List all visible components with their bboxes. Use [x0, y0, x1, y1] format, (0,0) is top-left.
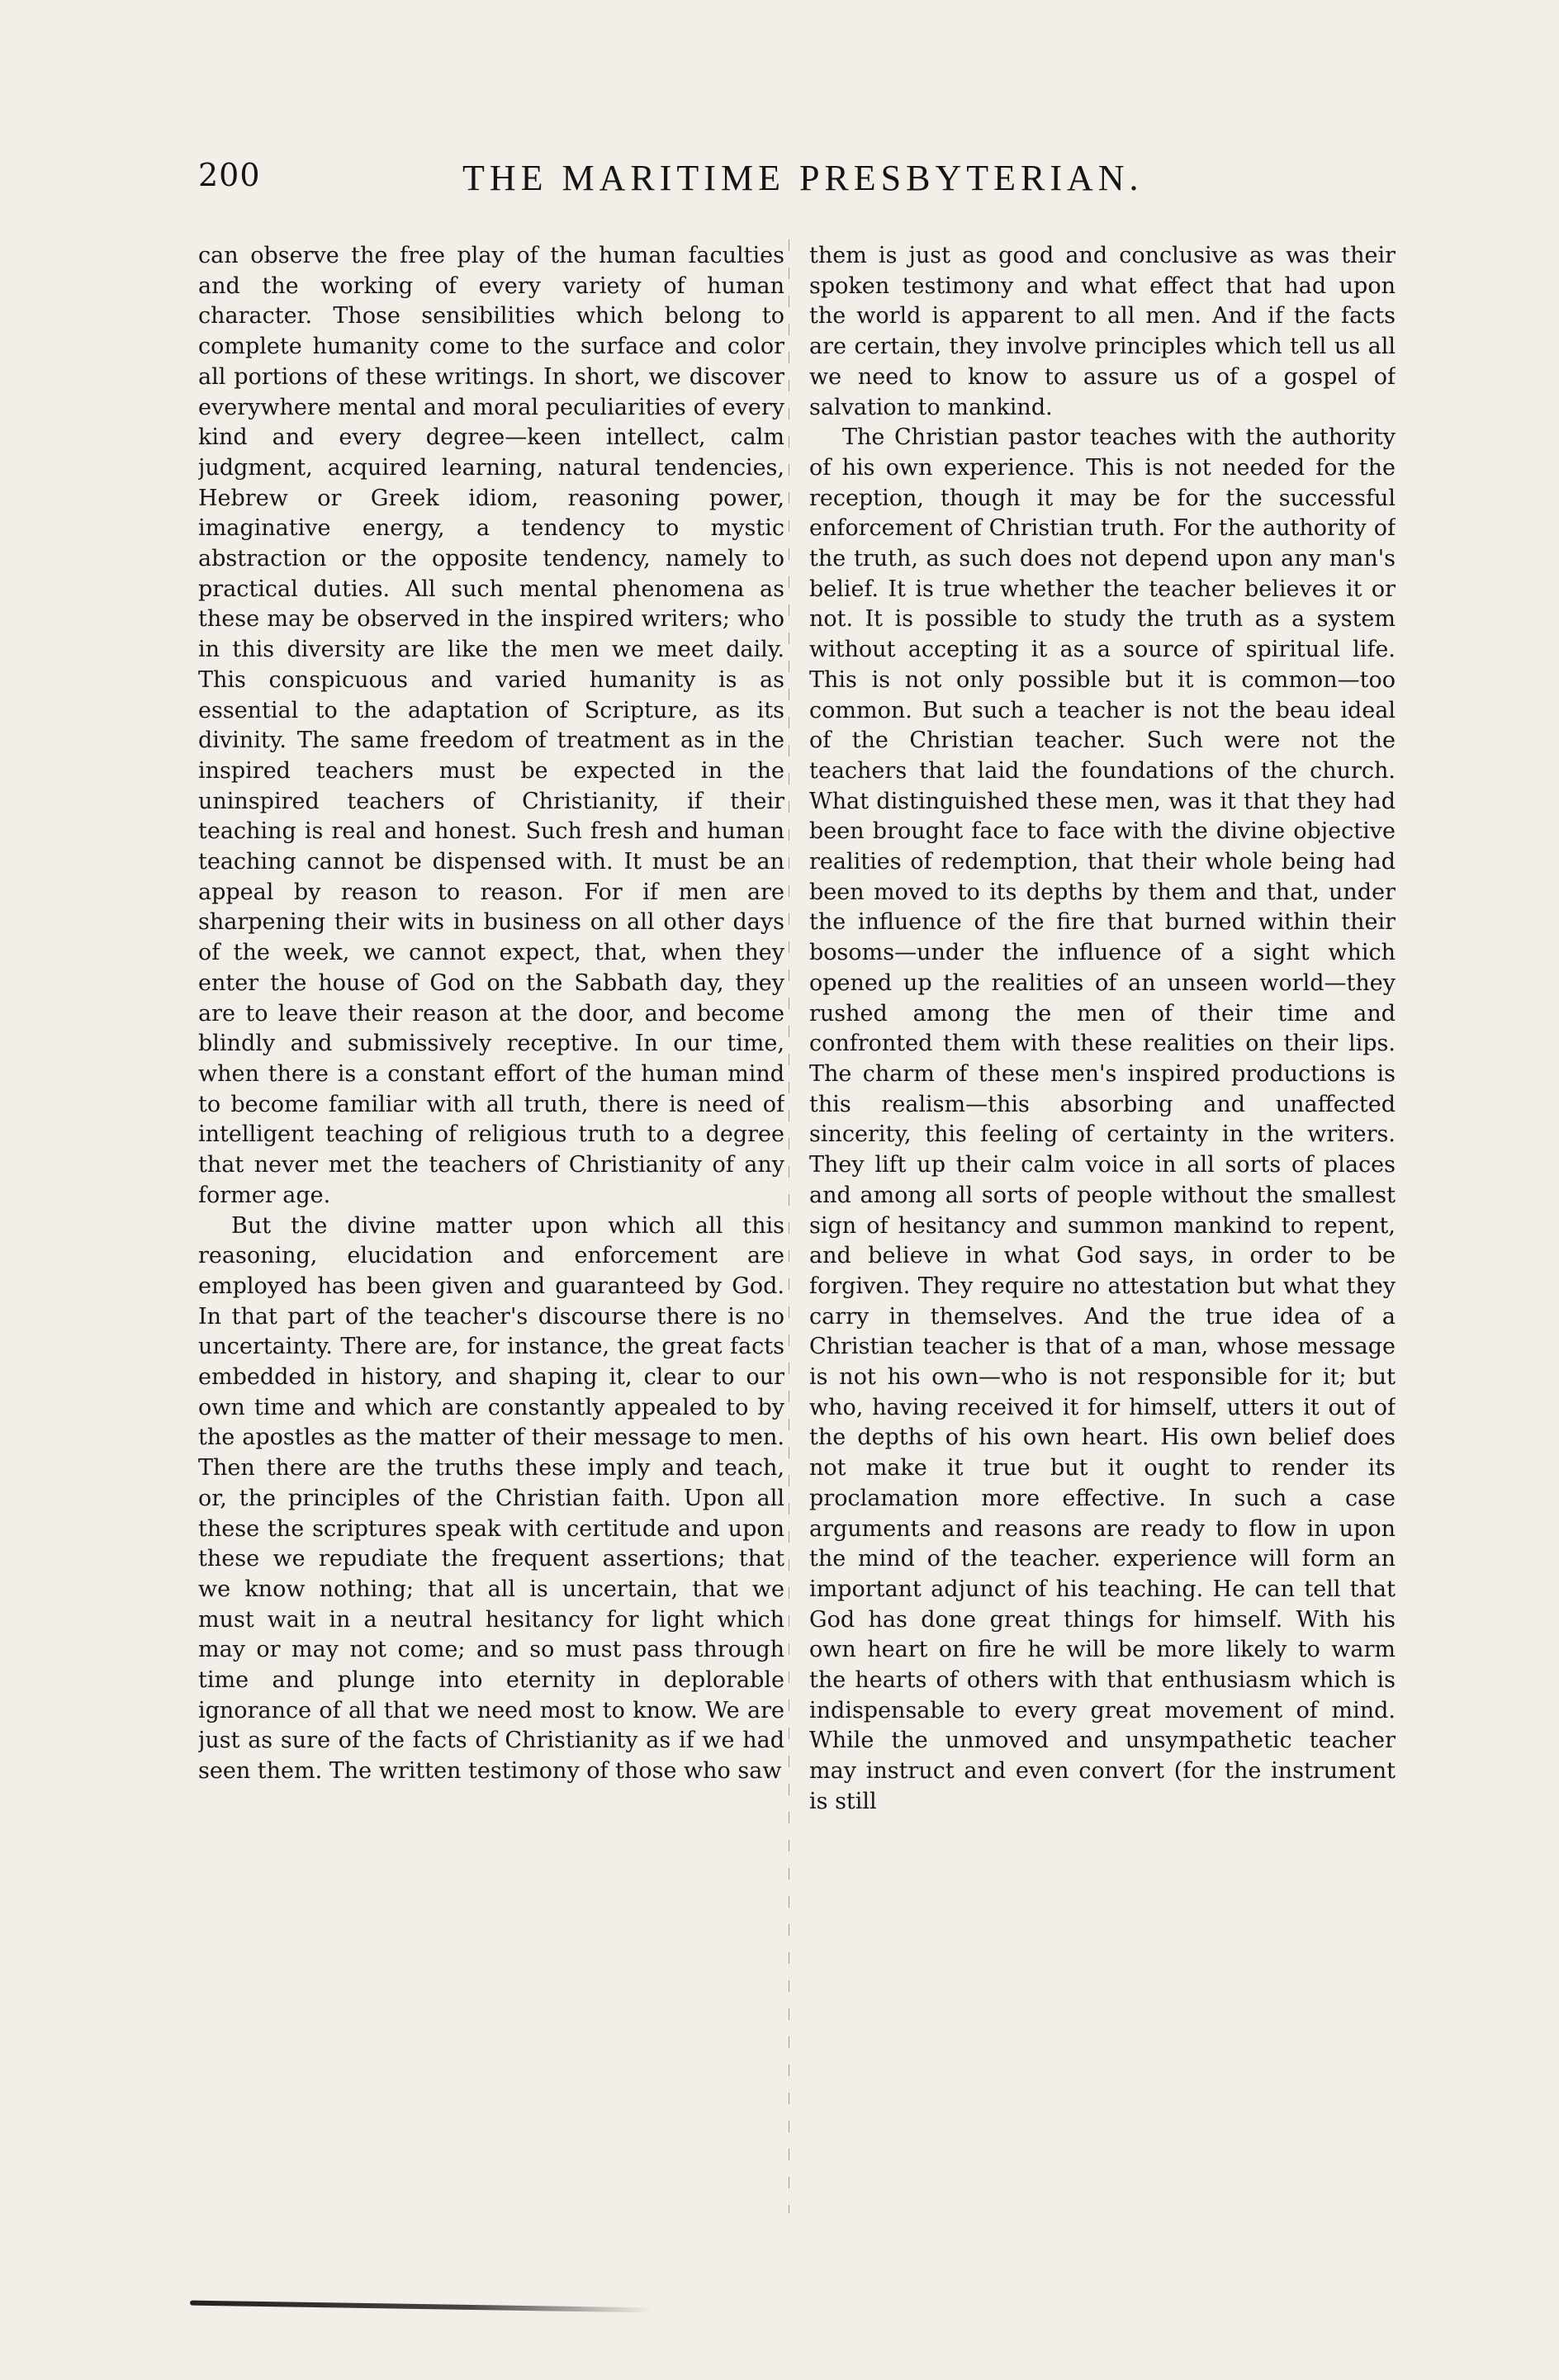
page-number: 200 [198, 157, 261, 193]
left-paragraph-1: can observe the free play of the human faculties and the working of every variety of human character. Those sensibilities which belong to complete humanity come to the surface and color all portions of these writings. In short, we discover everywhere mental and moral peculiarities of every kind and every degree—keen intellect, calm judgment, acquired learning, natural tendencies, Hebrew or Greek idiom, reasoning power, imaginative energy, a tendency to mystic abstraction or the opposite tendency, namely to practical duties. All such mental phenomena as these may be observed in the inspired writers; who in this diversity are like the men we meet daily. This conspicuous and varied humanity is as essential to the adaptation of Scripture, as its divinity. The same freedom of treatment as in the inspired teachers must be expected in the uninspired teachers of Christianity, if their teaching is real and honest. Such fresh and human teaching cannot be dispensed with. It must be an appeal by reason to reason. For if men are sharpening their wits in business on all other days of the week, we cannot expect, that, when they enter the house of God on the Sabbath day, they are to leave their reason at the door, and become blindly and submissively receptive. In our time, when there is a constant effort of the human mind to become familiar with all truth, there is need of intelligent teaching of religious truth to a degree that never met the teachers of Christianity of any former age. [198, 243, 784, 1208]
left-column [198, 241, 784, 2215]
ink-smudge [190, 2301, 652, 2313]
running-title: THE MARITIME PRESBYTERIAN. [462, 158, 1144, 198]
right-paragraph-2: The Christian pastor teaches with the authority of his own experience. This is not needed for the reception, though it may be for the successful enforcement of Christian truth. For the authority of the truth, as such does not depend upon any man's belief. It is true whether the teacher believes it or not. It is possible to study the truth as a system without accepting it as a source of spiritual life. This is not only possible but it is common—too common. But such a teacher is not the beau ideal of the Christian teacher. Such were not the teachers that laid the foundations of the church. What distinguished these men, was it that they had been brought face to face with the divine objective realities of redemption, that their whole being had been moved to its depths by them and that, under the influence of the fire that burned within their bosoms—under the influence of a sight which opened up the realities of an unseen world—they rushed among the men of their time and confronted them with these realities on their lips. The charm of these men's inspired productions is this realism—this absorbing and unaffected sincerity, this feeling of certainty in the writers. They lift up their calm voice in all sorts of places and among all sorts of people without the smallest sign of hesitancy and summon mankind to repent, and believe in what God says, in order to be forgiven. They require no attestation but what they carry in themselves. And the true idea of a Christian teacher is that of a man, whose message is not his own—who is not responsible for it; but who, having received it for himself, utters it out of the depths of his own heart. His own belief does not make it true but it ought to render its proclamation more effective. In such a case arguments and reasons are ready to flow in upon the mind of the teacher. experience will form an important adjunct of his teaching. He can tell that God has done great things for himself. With his own heart on fire he will be more likely to warm the hearts of others with that enthusiasm which is indispensable to every great movement of mind. While the unmoved and unsympathetic teacher may instruct and even convert (for the instrument is still [809, 424, 1396, 1814]
page-header [198, 157, 1379, 206]
left-paragraph-2: But the divine matter upon which all this reasoning, elucidation and enforcement are employed has been given and guaranteed by God. In that part of the teacher's discourse there is no uncertainty. There are, for instance, the great facts embedded in history, and shaping it, clear to our own time and which are constantly appealed to by the apostles as the matter of their message to men. Then there are the truths these imply and teach, or, the principles of the Christian faith. Upon all these the scriptures speak with certitude and upon these we repudiate the frequent assertions; that we know nothing; that all is uncertain, that we must wait in a neutral hesitancy for light which may or may not come; and so must pass through time and plunge into eternity in deplorable ignorance of all that we need most to know. We are just as sure of the facts of Christianity as if we had seen them. The written testimony of those who saw [198, 1212, 784, 1785]
right-paragraph-1: them is just as good and conclusive as was their spoken testimony and what effect that had upon the world is apparent to all men. And if the facts are certain, they involve principles which tell us all we need to know to assure us of a gospel of salvation to mankind. [809, 243, 1396, 420]
right-column [809, 241, 1396, 2215]
